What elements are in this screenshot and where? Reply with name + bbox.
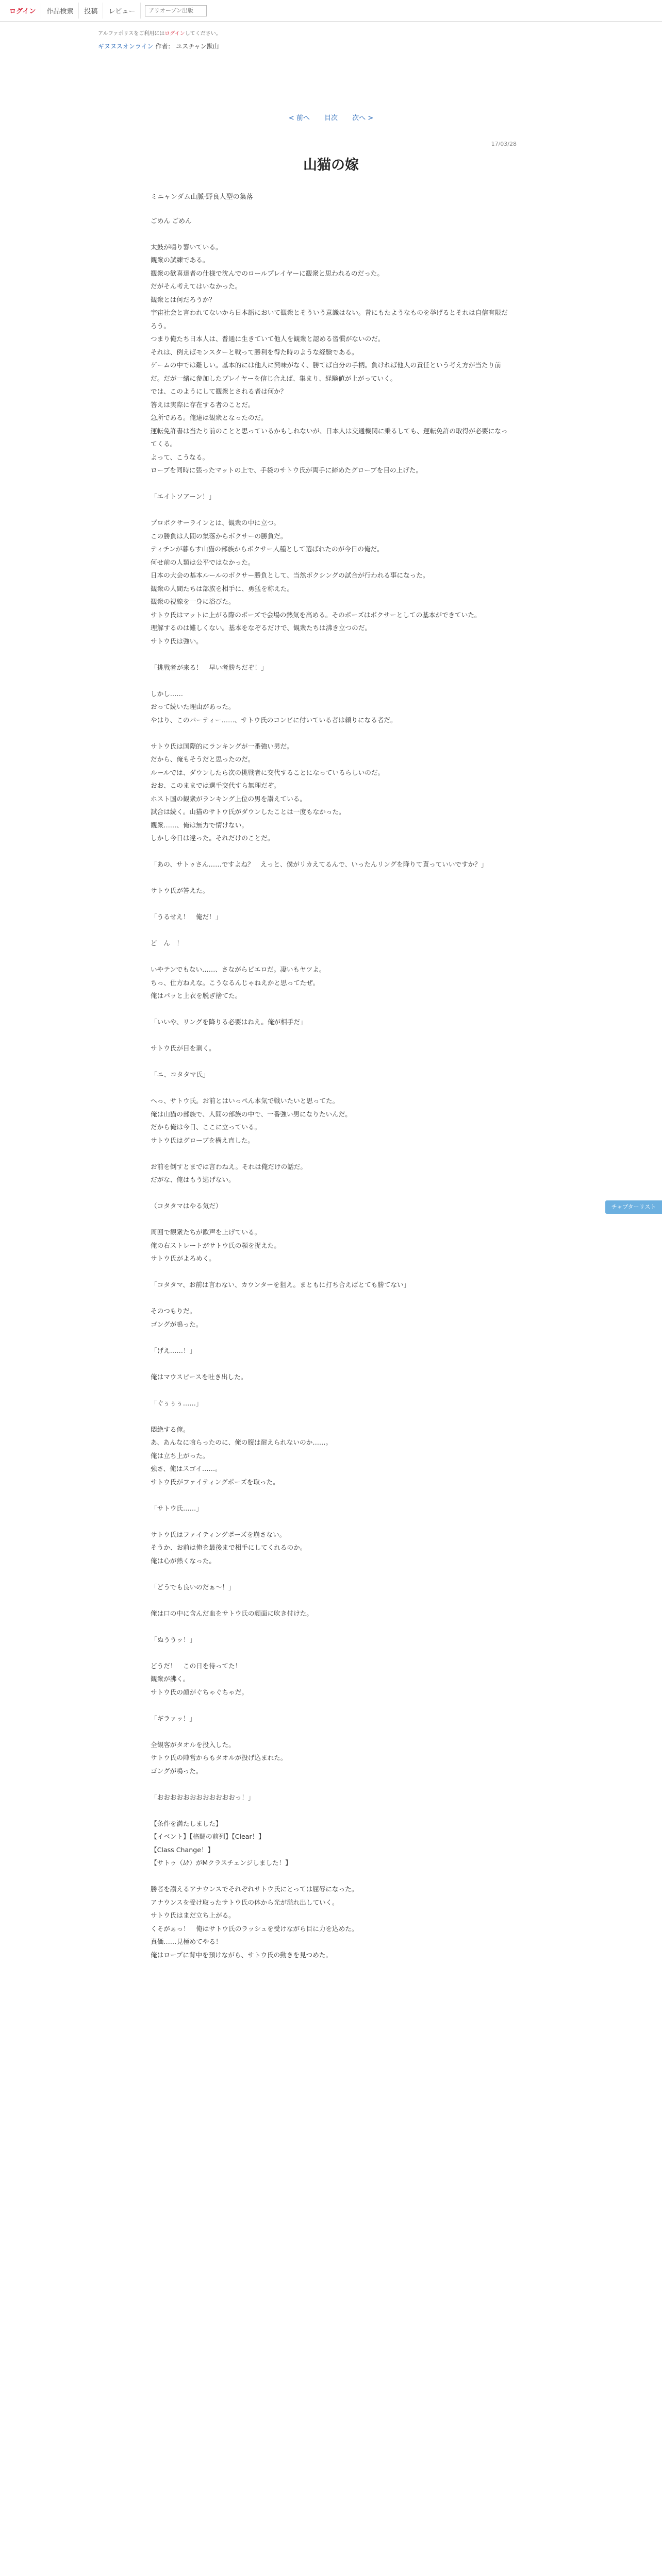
body-paragraph: ルールでは、ダウンしたら次の挑戦者に交代することになっているらしいのだ。 (151, 768, 385, 776)
body-paragraph: そうか、お前は俺を最後まで相手にしてくれるのか。 (151, 1544, 307, 1551)
body-paragraph: 「うるせえ！ 俺だ！」 (151, 913, 222, 921)
body-paragraph: 宇宙社会と言われてないから日本語において観衆とそういう意識はない。昔にもたようなものを挙げるとそれは自信有限だろう。 (151, 309, 508, 330)
body-paragraph: 「コタタマ、お前は言わない、カウンターを狙え。まともに打ち合えばとても勝てない」 (151, 1281, 410, 1289)
notice-login-link[interactable]: ログイン (164, 31, 185, 37)
body-paragraph: ロープを同時に張ったマットの上で、手袋のサトウ氏が両手に締めたグローブを目の上げた。 (151, 466, 422, 474)
body-paragraph: 「ぬううッ！」 (151, 1635, 196, 1643)
body-paragraph (151, 674, 511, 687)
search-input[interactable] (145, 5, 207, 16)
body-paragraph (151, 503, 511, 517)
body-paragraph: ごめん ごめん (151, 216, 192, 225)
body-paragraph: 観衆とは何だろうか？ (151, 295, 216, 303)
body-paragraph: 俺の右ストレートがサトウ氏の顎を捉えた。 (151, 1241, 280, 1249)
body-paragraph: 「ギラァッ！」 (151, 1714, 196, 1722)
body-paragraph: サトウ氏はグローブを構え直した。 (151, 1136, 254, 1144)
body-paragraph (151, 477, 511, 490)
body-paragraph: 観衆……、俺は無力で情けない。 (151, 821, 248, 829)
body-paragraph: 勝者を讃えるアナウンスでそれぞれサトウ氏にとっては屈辱になった。 (151, 1885, 358, 1893)
body-paragraph (151, 1646, 511, 1659)
chapter-title: 山猫の嫁 (303, 157, 359, 173)
body-paragraph: 【イベント】【格闘の前列】【Clear！】 (151, 1833, 265, 1840)
body-paragraph: おって続いた理由があった。 (151, 703, 235, 710)
body-paragraph: へっ、サトウ氏。お前とはいっぺん本気で戦いたいと思ってた。 (151, 1097, 339, 1105)
body-paragraph: 「おおおおおおおおおおおおっ！」 (151, 1793, 255, 1801)
nav-item-review[interactable]: レビュー (103, 3, 141, 19)
body-paragraph: 強さ、俺はスゴイ……。 (151, 1465, 222, 1472)
body-paragraph: 運転免許書は当たり前のことと思っているかもしれないが、日本人は交通機関に乗るしても、運転免許の取得が必要になってくる。 (151, 427, 508, 448)
body-paragraph (151, 1331, 511, 1344)
body-paragraph: 「挑戦者が来る！ 早い者勝ちだぞ！」 (151, 663, 268, 671)
body-paragraph: では、このようにして観衆とされる者は何か？ (151, 387, 287, 395)
body-paragraph: サトウ氏はマットに上がる際のポーズで会場の熱気を高める。そのポーズはボクサーとしての基本ができていた。 (151, 611, 481, 619)
body-paragraph (151, 1699, 511, 1712)
body-paragraph: 俺はマウスピースを吐き出した。 (151, 1372, 247, 1381)
body-paragraph: この勝負は人間の集落からボクサーの勝負だ。 (151, 532, 287, 540)
body-paragraph: サトウ氏の陣営からもタオルが投げ込まれた。 (151, 1754, 287, 1761)
body-paragraph (151, 227, 511, 241)
body-paragraph: お前を倒すとまでは言わねえ。それは俺だけの話だ。 (151, 1162, 307, 1171)
body-paragraph (151, 1804, 511, 1817)
body-paragraph (151, 1870, 511, 1883)
body-paragraph: サトウ氏はファイティングポーズを崩さない。 (151, 1530, 286, 1538)
body-paragraph (151, 726, 511, 740)
body-paragraph: 観衆の歓喜達者の仕様で沈んでのロールプレイヤーに観衆と思われるのだった。 (151, 269, 384, 277)
body-paragraph: サトウ氏がファイティングポーズを取った。 (151, 1478, 279, 1486)
body-paragraph: 全観客がタオルを投入した。 (151, 1740, 235, 1749)
body-paragraph (151, 1567, 511, 1581)
body-paragraph: 日本の大会の基本ルールのボクサー勝負として、当然ボクシングの試合が行われる事になった。 (151, 571, 429, 579)
body-paragraph (151, 1410, 511, 1423)
body-paragraph: サトウ氏がよろめく。 (151, 1255, 216, 1262)
body-paragraph: どうだ！ この日を待ってた！ (151, 1662, 242, 1670)
body-paragraph: 観衆の人間たちは部族を相手に、勇猛を称えた。 (151, 584, 294, 592)
body-paragraph: 【Class Change！】 (151, 1845, 214, 1854)
body-paragraph: やはり、このパーティー……、サトウ氏のコンビに付いている者は頼りになる者だ。 (151, 716, 397, 724)
top-navigation-bar (0, 0, 662, 22)
body-paragraph: 「サトウ氏……」 (151, 1504, 203, 1512)
body-paragraph: 俺は山猫の部族で、人間の部族の中で、一番強い男になりたいんだ。 (151, 1110, 352, 1118)
next-chapter-link[interactable]: 次へ > (352, 114, 374, 122)
notice-prefix: アルファポリスをご利用には (98, 31, 165, 37)
body-paragraph (151, 897, 511, 911)
body-paragraph: 「げえ……！」 (151, 1346, 196, 1354)
body-paragraph: ど ん ！ (151, 939, 183, 947)
table-of-contents-link[interactable]: 目次 (324, 114, 338, 122)
body-paragraph: 「ニ、コタタマ氏」 (151, 1071, 209, 1078)
body-paragraph (151, 1003, 511, 1016)
body-paragraph: 悶絶する俺。 (151, 1425, 190, 1433)
body-paragraph: だから、俺もそうだと思ったのだ。 (151, 755, 255, 763)
body-paragraph: 【条件を満たしました】 (151, 1819, 222, 1827)
body-paragraph (151, 871, 511, 885)
nav-item-search-works[interactable]: 作品検索 (41, 3, 79, 19)
body-paragraph: 俺は立ち上がった。 (151, 1451, 209, 1460)
body-paragraph: いやテンでもない……、さながらピエロだ。凄いもヤツよ。 (151, 965, 326, 973)
login-notice (0, 22, 662, 37)
body-paragraph: 俺は心が熱くなった。 (151, 1556, 216, 1565)
body-paragraph: だから俺は今日、ここに立っている。 (151, 1123, 261, 1131)
body-paragraph: サトウ氏は国際的にランキングが一番強い男だ。 (151, 742, 293, 750)
body-paragraph: よって、こうなる。 (151, 453, 209, 461)
body-paragraph: （コタタマはやる気だ） (151, 1202, 222, 1210)
publish-date: 17/03/28 (491, 141, 517, 147)
author-name[interactable]: ユスチャン獣山 (176, 43, 219, 50)
body-paragraph: 俺はロープに背中を預けながら、サトウ氏の動きを見つめた。 (151, 1951, 332, 1959)
body-paragraph: ちっ、仕方ねえな。こうなるんじゃねえかと思ってたぜ。 (151, 978, 320, 987)
body-paragraph: 観衆が沸く。 (151, 1675, 190, 1683)
body-paragraph: 「どうでも良いのだぁ〜！」 (151, 1583, 235, 1591)
body-paragraph: 太鼓が鳴り響いている。 (151, 243, 222, 251)
body-paragraph (151, 1620, 511, 1633)
body-paragraph: ゴングが鳴った。 (151, 1767, 203, 1775)
body-paragraph (151, 1292, 511, 1305)
body-paragraph (151, 1594, 511, 1607)
body-paragraph (151, 1147, 511, 1160)
body-paragraph (151, 1383, 511, 1397)
body-paragraph: くそがぁっ！ 俺はサトウ氏のラッシュを受けながら目に力を込めた。 (151, 1924, 358, 1933)
body-paragraph: ゲームの中では難しい。基本的には他人に興味がなく、勝てば自分の手柄。負ければ他人の責任という考え方が当たり前だ。だが一緒に参加したプレイヤーを信じ合えば、集まり、経験値が上がっていく。 (151, 361, 501, 382)
chapter-subtitle: ミニャンダム山脈·野良人型の集落 (151, 193, 253, 201)
chapter-list-tab[interactable]: チャプターリスト (605, 1200, 662, 1214)
body-paragraph (151, 1213, 511, 1226)
body-paragraph: サトウ氏の顔がぐちゃぐちゃだ。 (151, 1688, 248, 1696)
body-paragraph (151, 648, 511, 661)
body-paragraph: 急所である。俺達は観衆となったのだ。 (151, 414, 268, 421)
body-paragraph: ゴングが鳴った。 (151, 1320, 203, 1328)
body-paragraph: しかし今日は違った。それだけのことだ。 (151, 834, 274, 842)
body-paragraph (151, 1265, 511, 1279)
body-paragraph: プロボクサーラインとは、観衆の中に立つ。 (151, 519, 280, 527)
body-paragraph: 理解するのは難しくない。基本をなぞるだけで、観衆たちは沸き立つのだ。 (151, 624, 371, 632)
chapter-pager (0, 112, 662, 122)
body-paragraph: 「エイトソアーン！」 (151, 493, 216, 500)
notice-suffix: してください。 (185, 31, 221, 37)
body-paragraph (151, 1055, 511, 1069)
body-paragraph (151, 1777, 511, 1791)
body-paragraph: だがな、俺はもう逃げない。 (151, 1176, 235, 1183)
body-paragraph (151, 1725, 511, 1738)
nav-item-post[interactable]: 投稿 (79, 3, 103, 19)
body-paragraph (151, 1187, 511, 1200)
body-paragraph: あ、あんなに喰らったのに、俺の腹は耐えられないのか……。 (151, 1438, 333, 1446)
body-paragraph (151, 1029, 511, 1042)
body-paragraph: そのつもりだ。 (151, 1307, 196, 1315)
body-paragraph: 俺は口の中に含んだ血をサトウ氏の顔面に吹き付けた。 (151, 1609, 313, 1617)
body-paragraph: 「あの、サトゥさん……ですよね？ えっと、僕がリカえてるんで、いったんリングを降りて貰っていいですか？」 (151, 860, 488, 868)
body-paragraph: それは、例えばモンスターと戦って勝利を得た時のような経験である。 (151, 348, 358, 356)
body-paragraph: 真価……見極めてやる！ (151, 1938, 222, 1945)
body-paragraph: 周囲で観衆たちが歓声を上げている。 (151, 1228, 261, 1236)
body-paragraph (151, 1488, 511, 1502)
body-paragraph: 観衆の試練である。 (151, 256, 209, 264)
body-paragraph: だがそん考えてはいなかった。 (151, 282, 242, 290)
body-paragraph (151, 1515, 511, 1528)
body-paragraph (151, 924, 511, 937)
breadcrumb (0, 37, 662, 50)
body-paragraph (151, 950, 511, 963)
body-paragraph: サトウ氏は強い。 (151, 637, 203, 645)
body-paragraph (151, 1357, 511, 1370)
body-paragraph: サトウ氏はまだ立ち上がる。 (151, 1911, 235, 1919)
body-paragraph: アナウンスを受け取ったサトウ氏の体から光が溢れ出していく。 (151, 1898, 339, 1906)
author-label: 作者： (155, 43, 174, 50)
prev-chapter-link[interactable]: < 前へ (288, 114, 310, 122)
body-paragraph: 【サトゥ（ﾑｹ）がMクラスチェンジしました！】 (151, 1859, 292, 1867)
body-paragraph (151, 1081, 511, 1095)
body-paragraph: 「ぐぅぅぅ……」 (151, 1399, 203, 1407)
body-paragraph: 「いいや、リングを降りる必要はねえ。俺が相手だ」 (151, 1018, 307, 1026)
series-title-link[interactable]: ギヌヌスオンライン (98, 43, 154, 50)
body-paragraph: 俺はパッと上衣を脱ぎ捨てた。 (151, 992, 242, 999)
body-paragraph: しかし…… (151, 689, 183, 698)
body-paragraph: 観衆の視線を一身に浴びた。 (151, 598, 235, 605)
body-paragraph: おお、このままでは選手交代すら無理だぞ。 (151, 782, 280, 789)
body-paragraph: つまり俺たち日本人は、普通に生きていて他人を観衆と認める習慣がないのだ。 (151, 335, 385, 343)
body-paragraph: サトウ氏が目を剥く。 (151, 1044, 216, 1052)
body-paragraph (151, 201, 511, 214)
body-paragraph: ティチンが暮らす山猫の部族からボクサー人種として選ばれたのが今日の俺だ。 (151, 545, 384, 553)
body-paragraph: 何せ前の人類は公平ではなかった。 (151, 558, 255, 566)
body-paragraph: ホスト国の観衆がランキング上位の男を讃えている。 (151, 794, 306, 803)
chapter-body (151, 201, 511, 1961)
body-paragraph (151, 845, 511, 858)
login-button[interactable]: ログイン (4, 3, 41, 19)
body-paragraph: サトウ氏が答えた。 (151, 887, 209, 894)
body-paragraph: 答えは実際に存在する者のことだ。 (151, 400, 255, 409)
body-paragraph: 試合は続く。山猫のサトウ氏がダウンしたことは一度もなかった。 (151, 808, 345, 816)
